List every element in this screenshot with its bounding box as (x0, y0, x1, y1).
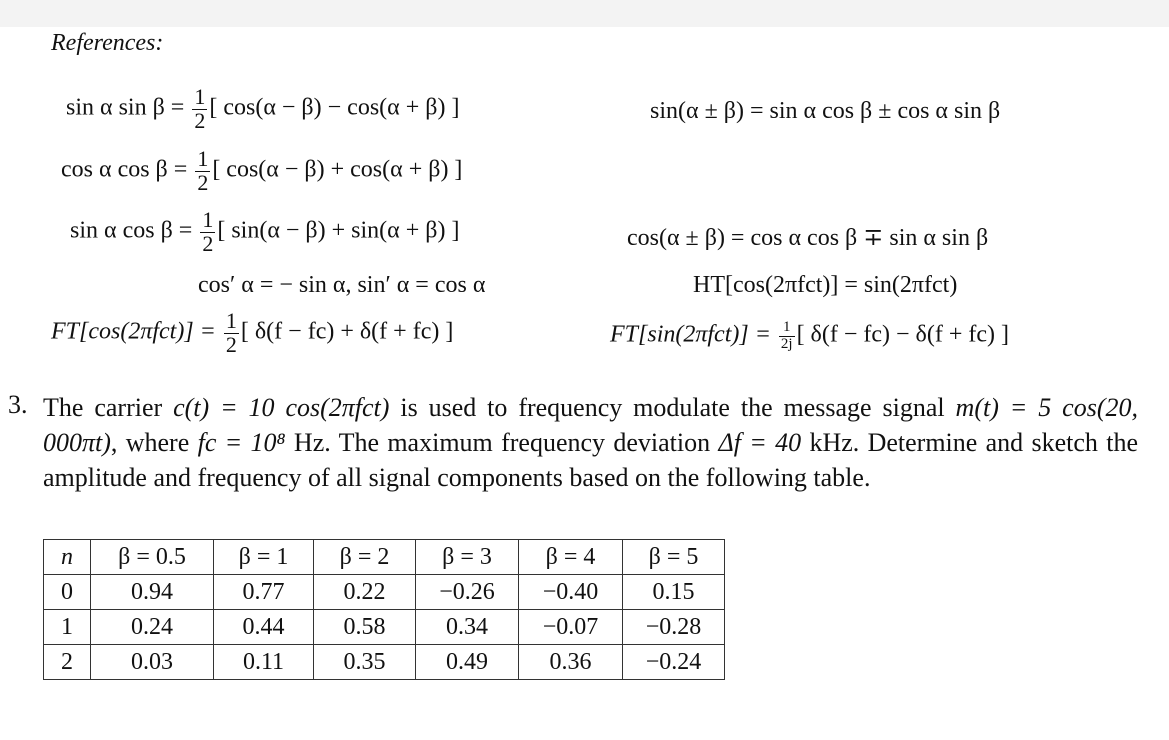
table-cell: 0.15 (623, 575, 725, 610)
table-cell: 0 (44, 575, 91, 610)
formula-rhs: [ cos(α − β) + cos(α + β) ] (212, 156, 463, 183)
table-cell: 0.49 (416, 645, 519, 680)
formula-cos-cos (61, 148, 462, 194)
table-header-row (44, 540, 725, 575)
carrier-frequency: fc = 10⁸ (197, 428, 286, 457)
formula-ft-cos (51, 310, 453, 356)
table-cell: 0.36 (519, 645, 623, 680)
fraction: $\frac{1}{2}$ (225, 308, 237, 357)
carrier-expression: c(t) = 10 cos(2πfct) (173, 393, 390, 422)
fraction: $\frac{1}{2}$ (197, 146, 209, 195)
table-header-cell: β = 3 (416, 540, 519, 575)
formula-rhs: [ δ(f − fc) + δ(f + fc) ] (240, 318, 454, 345)
table-row (44, 610, 725, 645)
formula-lhs: sin α cos β = (70, 217, 193, 244)
table-cell: −0.24 (623, 645, 725, 680)
table-cell: −0.28 (623, 610, 725, 645)
problem-number: 3. (8, 390, 28, 419)
formula-cos-sum: cos(α ± β) = cos α cos β ∓ sin α sin β (627, 225, 989, 251)
formula-lhs: FT[sin(2πfct)] = (610, 321, 771, 348)
problem-text-part: , where (110, 428, 198, 457)
table-cell: 0.35 (314, 645, 416, 680)
formula-sin-cos (70, 209, 459, 255)
table-header-cell: β = 4 (519, 540, 623, 575)
table-cell: 0.77 (214, 575, 314, 610)
table-cell: 0.24 (91, 610, 214, 645)
table-cell: 1 (44, 610, 91, 645)
table-cell: 0.58 (314, 610, 416, 645)
table-cell: 0.11 (214, 645, 314, 680)
formula-rhs: [ sin(α − β) + sin(α + β) ] (217, 217, 460, 244)
table-row (44, 575, 725, 610)
fraction: $\frac{1}{2j}$ (780, 319, 793, 352)
formula-sin-sin (66, 86, 459, 132)
problem-text-part: Hz. The maximum frequency deviation (285, 428, 719, 457)
table-cell: 0.94 (91, 575, 214, 610)
message-expression: m(t) = 5 cos(20, 000πt) (43, 393, 1138, 457)
formula-ft-sin (610, 320, 1009, 352)
problem-text-part: is used to frequency modulate the message signal (389, 393, 956, 422)
table-header-cell: β = 2 (314, 540, 416, 575)
table-cell: 0.44 (214, 610, 314, 645)
problem-text-part: kHz. Determine and sketch the amplitude and frequency of all signal components based on the following table. (43, 428, 1139, 492)
formula-lhs: sin α sin β = (66, 94, 185, 121)
table-cell: −0.07 (519, 610, 623, 645)
table-cell: −0.26 (416, 575, 519, 610)
problem-statement (43, 390, 1138, 495)
table-header-cell: β = 0.5 (91, 540, 214, 575)
formula-lhs: cos α cos β = (61, 156, 188, 183)
table-cell: 0.22 (314, 575, 416, 610)
table-cell: 0.03 (91, 645, 214, 680)
fraction: $\frac{1}{2}$ (202, 207, 214, 256)
top-bar (0, 0, 1169, 27)
references-heading: References: (51, 30, 164, 56)
table-row (44, 645, 725, 680)
formula-rhs: [ δ(f − fc) − δ(f + fc) ] (796, 321, 1010, 348)
table-cell: 0.34 (416, 610, 519, 645)
frequency-deviation: Δf = 40 (718, 428, 802, 457)
formula-sin-sum: sin(α ± β) = sin α cos β ± cos α sin β (650, 98, 1001, 124)
formula-derivatives: cos′ α = − sin α, sin′ α = cos α (198, 272, 486, 298)
table-header-cell: β = 5 (623, 540, 725, 575)
table-cell: −0.40 (519, 575, 623, 610)
formula-rhs: [ cos(α − β) − cos(α + β) ] (209, 94, 460, 121)
table-header-cell: n (44, 540, 91, 575)
formula-lhs: FT[cos(2πfct)] = (51, 318, 216, 345)
table-cell: 2 (44, 645, 91, 680)
table-header-cell: β = 1 (214, 540, 314, 575)
problem-text-part: The carrier (43, 393, 174, 422)
formula-ht-cos: HT[cos(2πfct)] = sin(2πfct) (693, 272, 958, 298)
fraction: $\frac{1}{2}$ (194, 84, 206, 133)
bessel-table (43, 539, 725, 680)
